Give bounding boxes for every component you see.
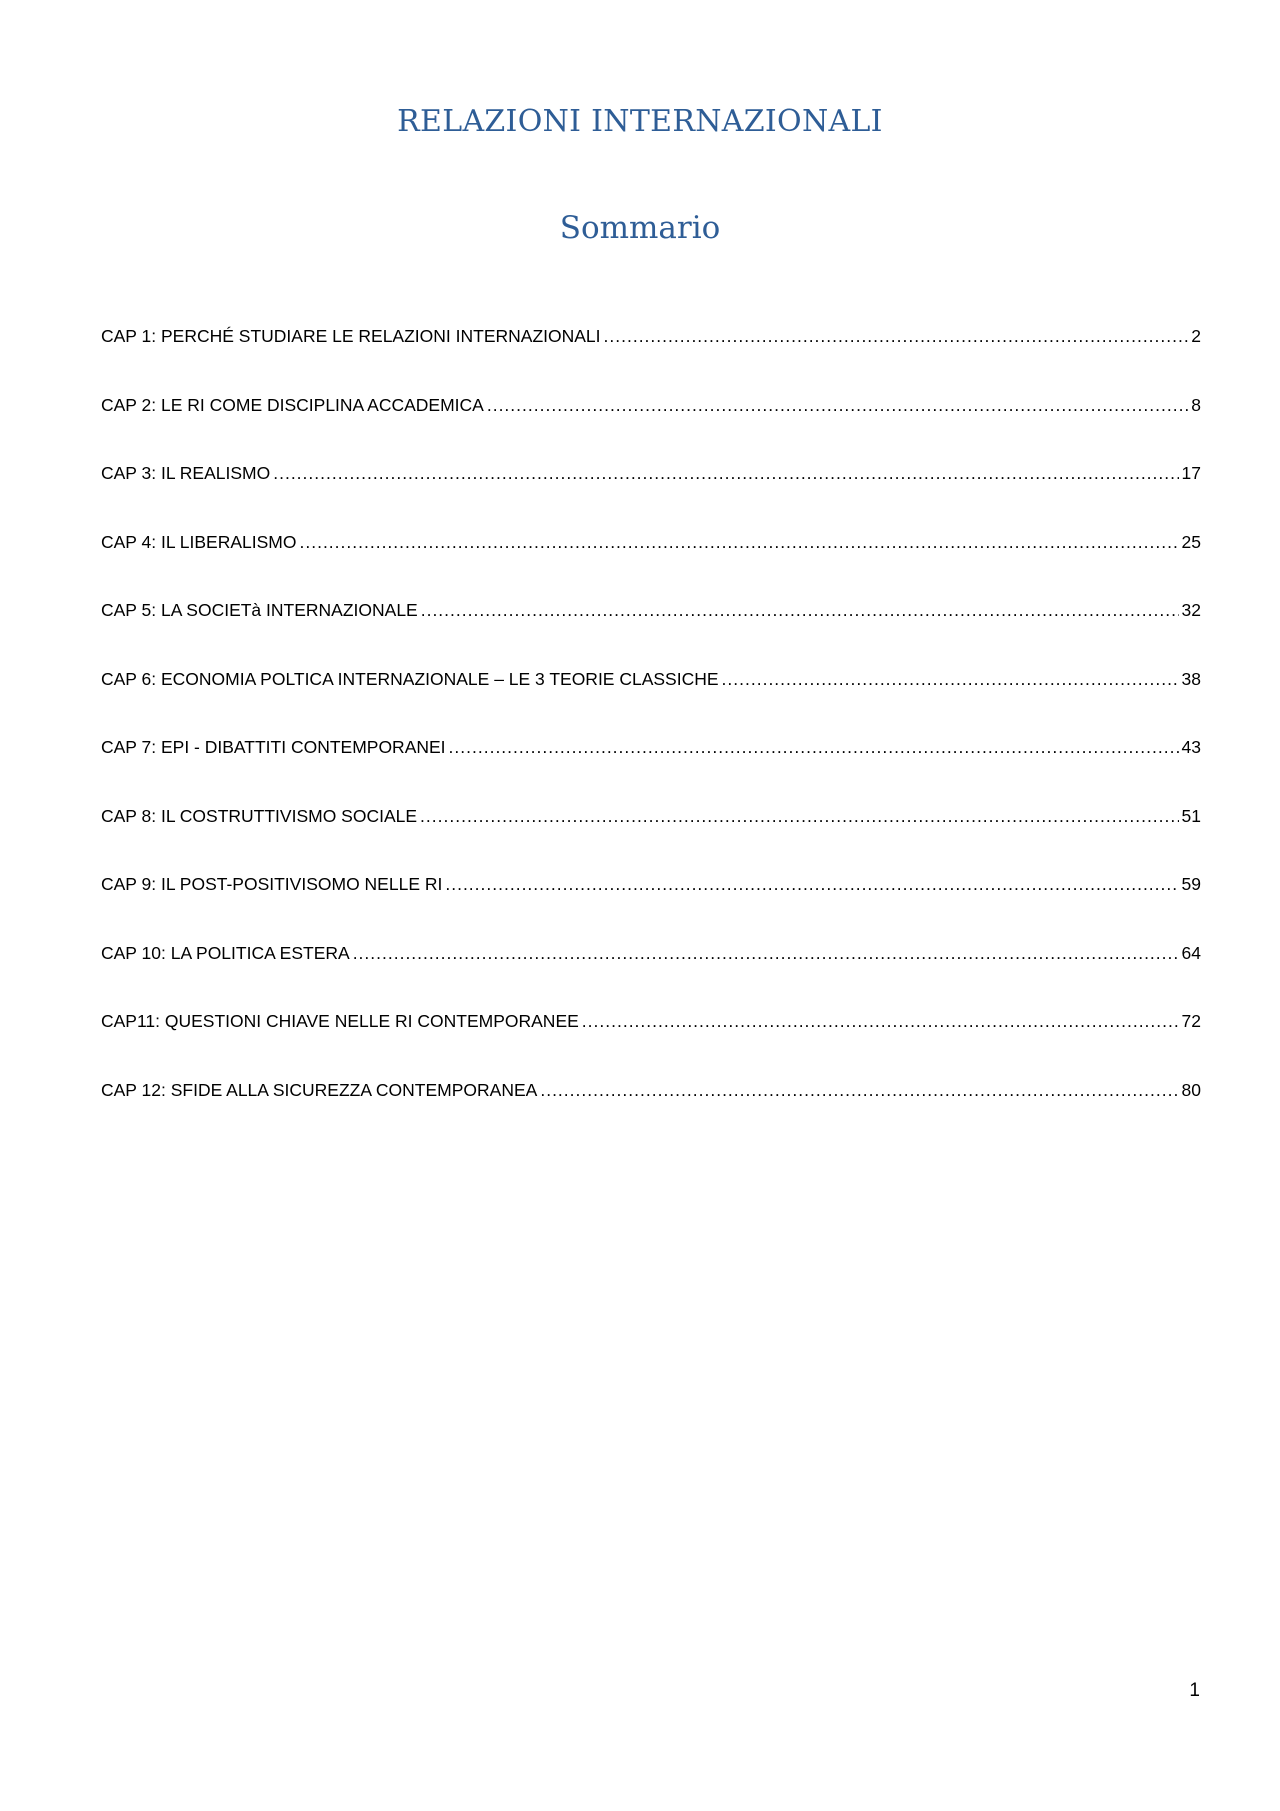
- toc-entry-page: 38: [1181, 668, 1201, 689]
- toc-entry-page: 51: [1181, 805, 1201, 826]
- toc-entry-title: CAP 7: EPI - DIBATTITI CONTEMPORANEI: [101, 737, 446, 757]
- toc-entry-page: 72: [1181, 1011, 1201, 1031]
- toc-entry-cap-11[interactable]: [101, 1007, 1201, 1076]
- table-of-contents: [101, 322, 1201, 1144]
- toc-dot-leader: [420, 802, 1178, 830]
- toc-entry-page: 8: [1191, 394, 1201, 415]
- toc-entry-cap-6[interactable]: [101, 665, 1201, 734]
- toc-dot-leader: [449, 733, 1179, 761]
- toc-entry-title: CAP 6: ECONOMIA POLTICA INTERNAZIONALE – LE 3 TEORIE CLASSICHE: [101, 668, 719, 689]
- toc-entry-page: 64: [1181, 942, 1201, 963]
- toc-dot-leader: [300, 528, 1179, 556]
- toc-entry-page: 17: [1181, 463, 1201, 483]
- toc-entry-title: CAP 3: IL REALISMO: [101, 463, 271, 483]
- toc-dot-leader: [540, 1076, 1178, 1104]
- toc-entry-page: 2: [1191, 326, 1201, 346]
- toc-entry-cap-7[interactable]: [101, 733, 1201, 802]
- toc-entry-cap-3[interactable]: [101, 459, 1201, 528]
- toc-dot-leader: [722, 665, 1179, 693]
- toc-dot-leader: [487, 391, 1188, 419]
- toc-entry-title: CAP 5: LA SOCIETà INTERNAZIONALE: [101, 600, 418, 620]
- page-number: 1: [1189, 1680, 1200, 1701]
- toc-entry-cap-1[interactable]: [101, 322, 1201, 391]
- toc-entry-cap-5[interactable]: [101, 596, 1201, 665]
- toc-dot-leader: [353, 939, 1179, 967]
- toc-entry-title: CAP 1: PERCHÉ STUDIARE LE RELAZIONI INTERNAZIONALI: [101, 326, 601, 346]
- toc-entry-page: 43: [1181, 737, 1201, 757]
- toc-entry-title: CAP 9: IL POST-POSITIVISOMO NELLE RI: [101, 874, 443, 894]
- toc-entry-page: 32: [1181, 600, 1201, 620]
- toc-entry-page: 80: [1181, 1079, 1201, 1100]
- toc-entry-title: CAP 12: SFIDE ALLA SICUREZZA CONTEMPORANEA: [101, 1079, 538, 1100]
- toc-entry-title: CAP 8: IL COSTRUTTIVISMO SOCIALE: [101, 805, 418, 826]
- toc-heading: Sommario: [559, 210, 721, 246]
- toc-entry-page: 25: [1181, 531, 1201, 552]
- toc-dot-leader: [604, 322, 1189, 350]
- toc-entry-cap-2[interactable]: [101, 391, 1201, 460]
- toc-entry-title: CAP 4: IL LIBERALISMO: [101, 531, 297, 552]
- toc-dot-leader: [582, 1007, 1179, 1035]
- toc-entry-title: CAP 2: LE RI COME DISCIPLINA ACCADEMICA: [101, 394, 484, 415]
- toc-entry-cap-8[interactable]: [101, 802, 1201, 871]
- toc-dot-leader: [445, 870, 1178, 898]
- toc-entry-cap-4[interactable]: [101, 528, 1201, 597]
- toc-dot-leader: [273, 459, 1178, 487]
- toc-entry-cap-10[interactable]: [101, 939, 1201, 1008]
- toc-entry-title: CAP11: QUESTIONI CHIAVE NELLE RI CONTEMPORANEE: [101, 1011, 579, 1031]
- toc-entry-title: CAP 10: LA POLITICA ESTERA: [101, 942, 350, 963]
- toc-entry-cap-9[interactable]: [101, 870, 1201, 939]
- document-title: RELAZIONI INTERNAZIONALI: [397, 104, 883, 139]
- toc-entry-cap-12[interactable]: [101, 1076, 1201, 1145]
- toc-dot-leader: [421, 596, 1179, 624]
- toc-entry-page: 59: [1181, 874, 1201, 894]
